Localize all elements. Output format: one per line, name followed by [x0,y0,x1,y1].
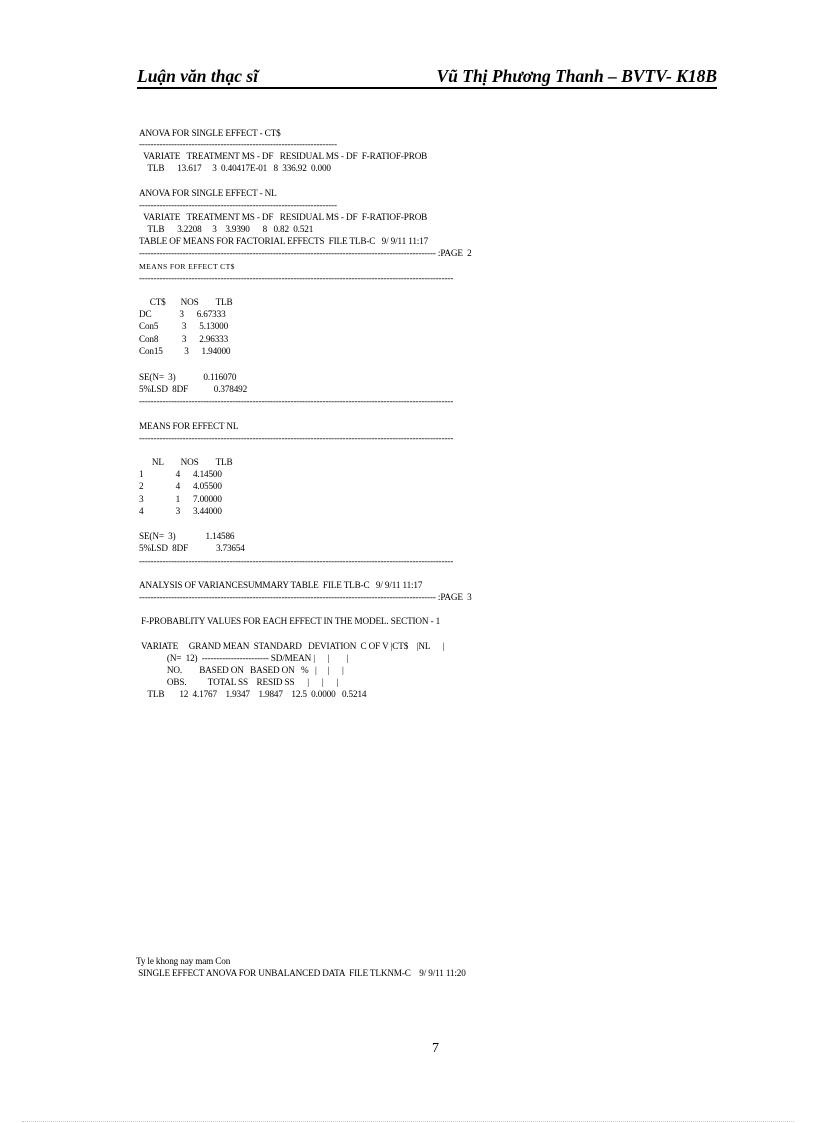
means-ct-row: Con5 3 5.13000 [139,321,229,331]
fprob-header-1: VARIATE GRAND MEAN STANDARD DEVIATION C OF V |CT$ |NL | [139,641,445,651]
fprob-title: F-PROBABLITY VALUES FOR EACH EFFECT IN THE MODEL. SECTION - 1 [139,616,441,626]
means-nl-row: 4 3 3.44000 [139,506,222,516]
means-ct-header: CT$ NOS TLB [139,297,233,307]
means-ct-row: Con15 3 1.94000 [139,346,231,356]
fprob-header-3: NO. BASED ON BASED ON % | | | [139,665,344,675]
fprob-row: TLB 12 4.1767 1.9347 1.9847 12.5 0.0000 0.5214 [139,689,367,699]
means-nl-lsd: 5%LSD 8DF 3.73654 [139,543,245,553]
anova-nl-title: ANOVA FOR SINGLE EFFECT - NL [139,188,277,198]
means-ct-row: Con8 3 2.96333 [139,334,229,344]
page-header [137,66,717,92]
fprob-header-4: OBS. TOTAL SS RESID SS | | | [139,677,339,687]
anova-summary-title: ANALYSIS OF VARIANCESUMMARY TABLE FILE TLB-C 9/ 9/11 11:17 [139,580,423,590]
means-nl-title: MEANS FOR EFFECT NL [139,421,239,431]
anova-ct-row: TLB 13.617 3 0.40417E-01 8 336.92 0.000 [139,163,331,173]
means-ct-se: SE(N= 3) 0.116070 [139,372,237,382]
page-number: 7 [432,1041,439,1056]
page-marker-line: ------------------------------------------------------------------------------------------------------ :PAGE 3 [139,592,472,602]
separator-line: -------------------------------------------------------------------- [139,200,337,210]
separator-line: ------------------------------------------------------------------------------------------------------------ [139,396,454,406]
fprob-header-2: (N= 12) ----------------------- SD/MEAN | | | [139,653,349,663]
separator-line: ------------------------------------------------------------------------------------------------------------ [139,273,454,283]
header-thesis-label: Luận văn thạc sĩ [137,66,259,86]
means-nl-row: 1 4 4.14500 [139,469,222,479]
separator-line: ------------------------------------------------------------------------------------------------------------ [139,556,454,566]
means-nl-row: 3 1 7.00000 [139,494,222,504]
means-ct-lsd: 5%LSD 8DF 0.378492 [139,384,248,394]
means-nl-se: SE(N= 3) 1.14586 [139,531,235,541]
means-ct-row: DC 3 6.67333 [139,309,226,319]
footer-anova-title: SINGLE EFFECT ANOVA FOR UNBALANCED DATA FILE TLKNM-C 9/ 9/11 11:20 [136,968,466,978]
header-underline [137,87,717,89]
separator-line: -------------------------------------------------------------------- [139,139,337,149]
page-marker-line: ------------------------------------------------------------------------------------------------------ :PAGE 2 [139,248,472,258]
means-ct-title: MEANS FOR EFFECT CT$ [139,262,235,271]
anova-nl-header: VARIATE TREATMENT MS - DF RESIDUAL MS - DF F-RATIOF-PROB [139,212,428,222]
footer-caption: Ty le khong nay mam Con [136,956,231,966]
means-nl-header: NL NOS TLB [139,457,233,467]
means-table-title: TABLE OF MEANS FOR FACTORIAL EFFECTS FILE TLB-C 9/ 9/11 11:17 [139,236,429,246]
header-author-label: Vũ Thị Phương Thanh – BVTV- K18B [436,66,717,86]
anova-ct-header: VARIATE TREATMENT MS - DF RESIDUAL MS - DF F-RATIOF-PROB [139,151,428,161]
separator-line: ------------------------------------------------------------------------------------------------------------ [139,433,454,443]
page-bottom-border [22,1121,794,1122]
anova-ct-title: ANOVA FOR SINGLE EFFECT - CT$ [139,128,281,138]
means-nl-row: 2 4 4.05500 [139,481,222,491]
anova-nl-row: TLB 3.2208 3 3.9390 8 0.82 0.521 [139,224,314,234]
